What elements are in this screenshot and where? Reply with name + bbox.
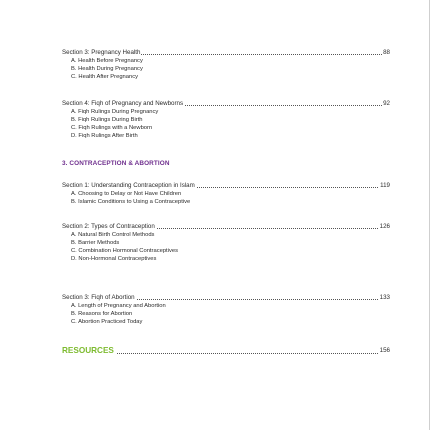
section-title: Section 4: Fiqh of Pregnancy and Newborns — [62, 100, 184, 107]
toc-subitem[interactable]: B. Health During Pregnancy — [71, 66, 143, 72]
page-number: 119 — [380, 182, 390, 189]
page-number: 92 — [383, 100, 390, 107]
section-title: Section 3: Pregnancy Health — [62, 49, 141, 56]
toc-subitem[interactable]: B. Reasons for Abortion — [71, 311, 133, 317]
page-number: 126 — [379, 223, 390, 230]
part-heading[interactable]: 3. CONTRACEPTION & ABORTION — [62, 160, 170, 167]
toc-subitem[interactable]: A. Health Before Pregnancy — [71, 58, 143, 64]
toc-resources-entry[interactable] — [62, 346, 390, 356]
toc-subitem[interactable]: D. Non-Hormonal Contraceptives — [71, 256, 157, 262]
page-number: 156 — [379, 347, 390, 354]
toc-subitem[interactable]: A. Fiqh Rulings During Pregnancy — [71, 109, 159, 115]
toc-subitem[interactable]: D. Fiqh Rulings After Birth — [71, 133, 138, 139]
page-number: 133 — [379, 294, 390, 301]
toc-section-entry[interactable] — [62, 294, 390, 302]
toc-subitem[interactable]: C. Abortion Practiced Today — [71, 319, 143, 325]
toc-subitem[interactable]: B. Barrier Methods — [71, 240, 120, 246]
toc-subitem[interactable]: A. Choosing to Delay or Not Have Children — [71, 191, 182, 197]
resources-label: RESOURCES — [62, 346, 114, 355]
toc-section-entry[interactable] — [62, 182, 390, 190]
toc-subitem[interactable]: B. Fiqh Rulings During Birth — [71, 117, 143, 123]
toc-subitem[interactable]: B. Islamic Conditions to Using a Contraceptive — [71, 199, 191, 205]
toc-section-fiqh-pregnancy — [62, 100, 390, 140]
toc-section-fiqh-abortion — [62, 294, 390, 326]
toc-subitem[interactable]: C. Fiqh Rulings with a Newborn — [71, 125, 153, 131]
toc-subitem[interactable]: C. Health After Pregnancy — [71, 74, 139, 80]
section-title: Section 3: Fiqh of Abortion — [62, 294, 135, 301]
section-title: Section 2: Types of Contraception — [62, 223, 155, 230]
toc-section-entry[interactable] — [62, 100, 390, 108]
section-title: Section 1: Understanding Contraception in Islam — [62, 182, 195, 189]
toc-section-understanding-contraception — [62, 182, 390, 206]
toc-subitem[interactable]: A. Natural Birth Control Methods — [71, 232, 155, 238]
toc-section-entry[interactable] — [62, 223, 390, 231]
page-number: 88 — [383, 49, 390, 56]
toc-subitem[interactable]: A. Length of Pregnancy and Abortion — [71, 303, 166, 309]
toc-subitem[interactable]: C. Combination Hormonal Contraceptives — [71, 248, 178, 254]
toc-section-types-contraception — [62, 223, 390, 263]
toc-section-entry[interactable] — [62, 49, 390, 57]
toc-section-pregnancy-health — [62, 49, 390, 81]
